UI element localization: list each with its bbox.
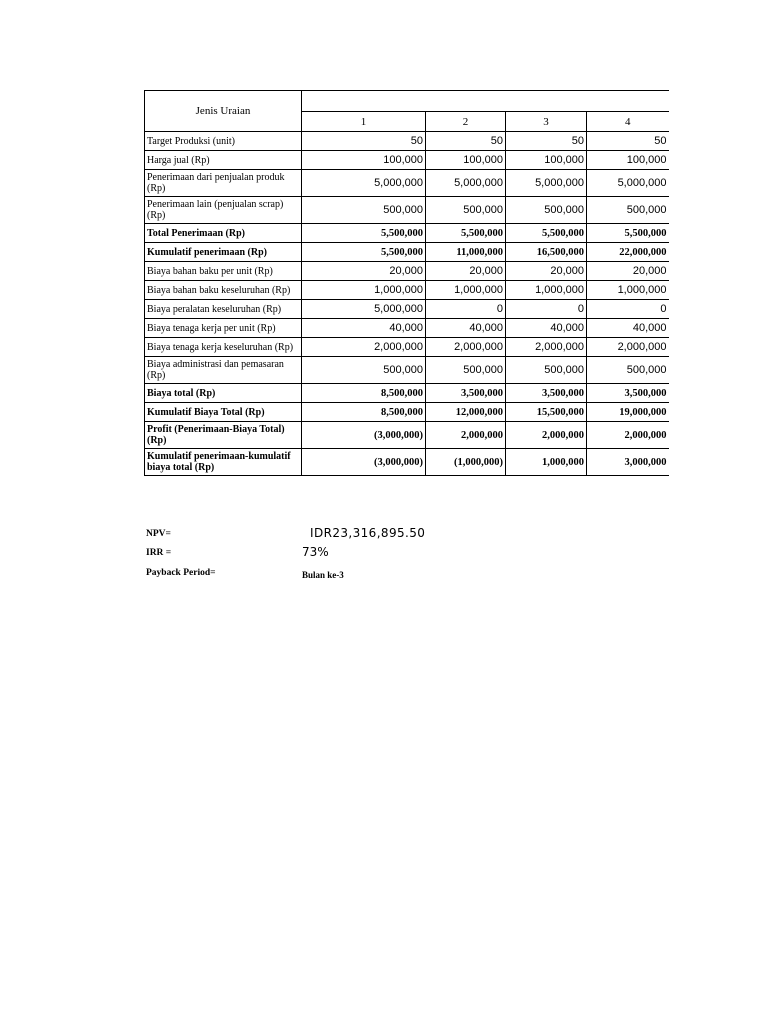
table-cell: 40,000 xyxy=(426,319,506,338)
table-cell: 2,000,000 xyxy=(506,338,587,357)
table-cell: 1,000,000 xyxy=(302,281,426,300)
irr-value: 73% xyxy=(302,545,329,559)
table-cell: 3,000,000 xyxy=(587,449,669,476)
table-cell: 20,000 xyxy=(426,262,506,281)
row-label: Total Penerimaan (Rp) xyxy=(145,224,302,243)
row-label: Biaya bahan baku per unit (Rp) xyxy=(145,262,302,281)
table-row xyxy=(145,170,669,197)
row-label: Biaya total (Rp) xyxy=(145,384,302,403)
table-cell: 5,000,000 xyxy=(302,170,426,197)
payback-value: Bulan ke-3 xyxy=(302,570,344,580)
table-cell: 500,000 xyxy=(506,357,587,384)
row-label: Biaya administrasi dan pemasaran (Rp) xyxy=(145,357,302,384)
table-cell: 50 xyxy=(426,132,506,151)
npv-label: NPV= xyxy=(146,529,171,539)
row-label: Biaya tenaga kerja keseluruhan (Rp) xyxy=(145,338,302,357)
period-header: 3 xyxy=(506,112,587,132)
table-cell: 3,500,000 xyxy=(587,384,669,403)
table-cell: 20,000 xyxy=(587,262,669,281)
period-header: 4 xyxy=(587,112,669,132)
table-cell: 500,000 xyxy=(506,197,587,224)
table-row xyxy=(145,384,669,403)
table-cell: 2,000,000 xyxy=(587,338,669,357)
table-cell: 500,000 xyxy=(302,197,426,224)
table-cell: 20,000 xyxy=(302,262,426,281)
table-row xyxy=(145,338,669,357)
table-cell: 5,500,000 xyxy=(426,224,506,243)
row-label: Penerimaan dari penjualan produk (Rp) xyxy=(145,170,302,197)
row-label: Biaya peralatan keseluruhan (Rp) xyxy=(145,300,302,319)
table-cell: 0 xyxy=(506,300,587,319)
table-row xyxy=(145,262,669,281)
table-cell: 2,000,000 xyxy=(587,422,669,449)
table-row xyxy=(145,300,669,319)
financial-summary xyxy=(146,520,566,590)
table-cell: 5,000,000 xyxy=(426,170,506,197)
table-cell: 5,000,000 xyxy=(506,170,587,197)
table-cell: (1,000,000) xyxy=(426,449,506,476)
table-row xyxy=(145,449,669,476)
table-cell: 500,000 xyxy=(426,357,506,384)
table-cell: 500,000 xyxy=(587,197,669,224)
row-label: Biaya tenaga kerja per unit (Rp) xyxy=(145,319,302,338)
table-cell: 2,000,000 xyxy=(506,422,587,449)
table-row xyxy=(145,403,669,422)
table-cell: 1,000,000 xyxy=(587,281,669,300)
table-cell: 1,000,000 xyxy=(506,281,587,300)
table-row xyxy=(145,357,669,384)
table-cell: 20,000 xyxy=(506,262,587,281)
table-cell: 500,000 xyxy=(587,357,669,384)
table-cell: 2,000,000 xyxy=(302,338,426,357)
table-cell: 15,500,000 xyxy=(506,403,587,422)
npv-row xyxy=(146,526,566,544)
table-cell: 40,000 xyxy=(506,319,587,338)
irr-row xyxy=(146,546,566,564)
table-cell: 40,000 xyxy=(302,319,426,338)
table-cell: 5,500,000 xyxy=(506,224,587,243)
table-cell: 1,000,000 xyxy=(506,449,587,476)
table-cell: 50 xyxy=(302,132,426,151)
payback-label: Payback Period= xyxy=(146,568,216,578)
table-cell: 100,000 xyxy=(506,151,587,170)
table-cell: 22,000,000 xyxy=(587,243,669,262)
payback-row xyxy=(146,566,566,584)
table-cell: 0 xyxy=(426,300,506,319)
table-cell: 12,000,000 xyxy=(426,403,506,422)
table-cell: 5,000,000 xyxy=(302,300,426,319)
row-label: Harga jual (Rp) xyxy=(145,151,302,170)
table-cell: 8,500,000 xyxy=(302,384,426,403)
table-row xyxy=(145,197,669,224)
table-cell: 100,000 xyxy=(302,151,426,170)
table-cell: 3,500,000 xyxy=(426,384,506,403)
table-cell: 500,000 xyxy=(426,197,506,224)
table-cell: 2,000,000 xyxy=(426,422,506,449)
table-cell: 100,000 xyxy=(426,151,506,170)
table-cell: 100,000 xyxy=(587,151,669,170)
row-label: Kumulatif penerimaan (Rp) xyxy=(145,243,302,262)
table-cell: (3,000,000) xyxy=(302,422,426,449)
table-cell: (3,000,000) xyxy=(302,449,426,476)
row-label: Target Produksi (unit) xyxy=(145,132,302,151)
row-label: Kumulatif Biaya Total (Rp) xyxy=(145,403,302,422)
table-cell: 8,500,000 xyxy=(302,403,426,422)
table-cell: 40,000 xyxy=(587,319,669,338)
table-cell: 5,500,000 xyxy=(302,224,426,243)
column-header-jenis-uraian: Jenis Uraian xyxy=(145,91,302,132)
period-group-header xyxy=(302,91,669,112)
table-row xyxy=(145,422,669,449)
table-row xyxy=(145,224,669,243)
table-cell: 50 xyxy=(506,132,587,151)
table-cell: 0 xyxy=(587,300,669,319)
table-cell: 5,500,000 xyxy=(302,243,426,262)
period-header: 1 xyxy=(302,112,426,132)
period-header: 2 xyxy=(426,112,506,132)
table-row xyxy=(145,281,669,300)
row-label: Biaya bahan baku keseluruhan (Rp) xyxy=(145,281,302,300)
table-cell: 16,500,000 xyxy=(506,243,587,262)
table-cell: 19,000,000 xyxy=(587,403,669,422)
table-cell: 2,000,000 xyxy=(426,338,506,357)
row-label: Profit (Penerimaan-Biaya Total) (Rp) xyxy=(145,422,302,449)
npv-value: IDR23,316,895.50 xyxy=(310,526,426,540)
irr-label: IRR = xyxy=(146,548,172,558)
table-row xyxy=(145,243,669,262)
table-row xyxy=(145,319,669,338)
table-cell: 5,000,000 xyxy=(587,170,669,197)
table-cell: 1,000,000 xyxy=(426,281,506,300)
row-label: Kumulatif penerimaan-kumulatif biaya total (Rp) xyxy=(145,449,302,476)
table-cell: 50 xyxy=(587,132,669,151)
table-cell: 5,500,000 xyxy=(587,224,669,243)
table-cell: 11,000,000 xyxy=(426,243,506,262)
cash-flow-table xyxy=(144,90,669,476)
table-row xyxy=(145,151,669,170)
table-cell: 3,500,000 xyxy=(506,384,587,403)
table-row xyxy=(145,132,669,151)
row-label: Penerimaan lain (penjualan scrap) (Rp) xyxy=(145,197,302,224)
table-cell: 500,000 xyxy=(302,357,426,384)
